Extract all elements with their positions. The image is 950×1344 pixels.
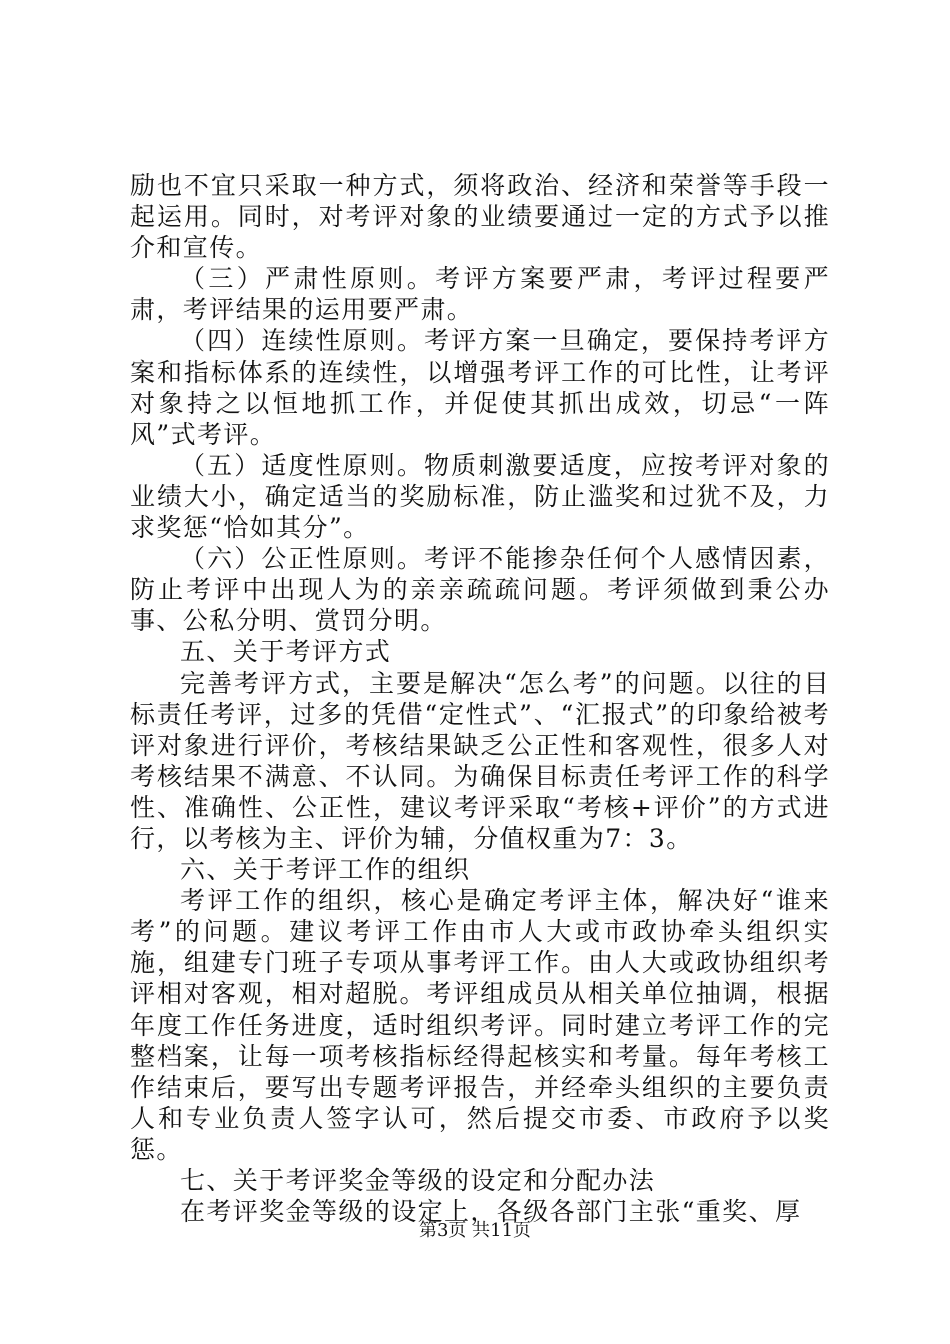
section-heading-five: 五、关于考评方式 <box>180 637 392 667</box>
paragraph-evaluation-organization: 考评工作的组织，核心是确定考评主体，解决好“谁来考”的问题。建议考评工作由市人大或市政协牵头组织实施，组建专门班子专项从事考评工作。由人大或政协组织考评相对客观，相对超脱。考评组成员从相关单位抽调，根据年度工作任务进度，适时组织考评。同时建立考评工作的完整档案，让每一项考核指标经得起核实和考量。每年考核工作结束后，要写出专题考评报告，并经牵头组织的主要负责人和专业负责人签字认可，然后提交市委、市政府予以奖惩。 <box>130 886 830 1164</box>
paragraph-incentive-methods: 励也不宜只采取一种方式，须将政治、经济和荣誉等手段一起运用。同时，对考评对象的业绩要通过一定的方式予以推介和宣传。 <box>130 171 830 263</box>
paragraph-evaluation-method: 完善考评方式，主要是解决“怎么考”的问题。以往的目标责任考评，过多的凭借“定性式”、“汇报式”的印象给被考评对象进行评价，考核结果缺乏公正性和客观性，很多人对考核结果不满意、不认同。为确保目标责任考评工作的科学性、准确性、公正性，建议考评采取“考核+评价”的方式进行，以考核为主、评价为辅，分值权重为7：3。 <box>130 668 830 853</box>
document-body <box>130 170 830 1227</box>
paragraph-principle-seriousness: （三）严肃性原则。考评方案要严肃，考评过程要严肃，考评结果的运用要严肃。 <box>130 264 830 325</box>
paragraph-principle-moderation: （五）适度性原则。物质刺激要适度，应按考评对象的业绩大小，确定适当的奖励标准，防止滥奖和过犹不及，力求奖惩“恰如其分”。 <box>130 450 830 543</box>
paragraph-bonus-levels: 在考评奖金等级的设定上，各级各部门主张“重奖、厚 <box>180 1197 802 1227</box>
section-heading-six: 六、关于考评工作的组织 <box>180 855 471 885</box>
page-number-footer: 第3页 共11页 <box>418 1220 532 1241</box>
paragraph-principle-continuity: （四）连续性原则。考评方案一旦确定，要保持考评方案和指标体系的连续性，以增强考评工作的可比性，让考评对象持之以恒地抓工作，并促使其抓出成效，切忌“一阵风”式考评。 <box>130 326 830 449</box>
section-heading-seven: 七、关于考评奖金等级的设定和分配办法 <box>180 1166 656 1195</box>
paragraph-principle-fairness: （六）公正性原则。考评不能掺杂任何个人感情因素，防止考评中出现人为的亲亲疏疏问题。考评须做到秉公办事、公私分明、赏罚分明。 <box>130 544 830 636</box>
